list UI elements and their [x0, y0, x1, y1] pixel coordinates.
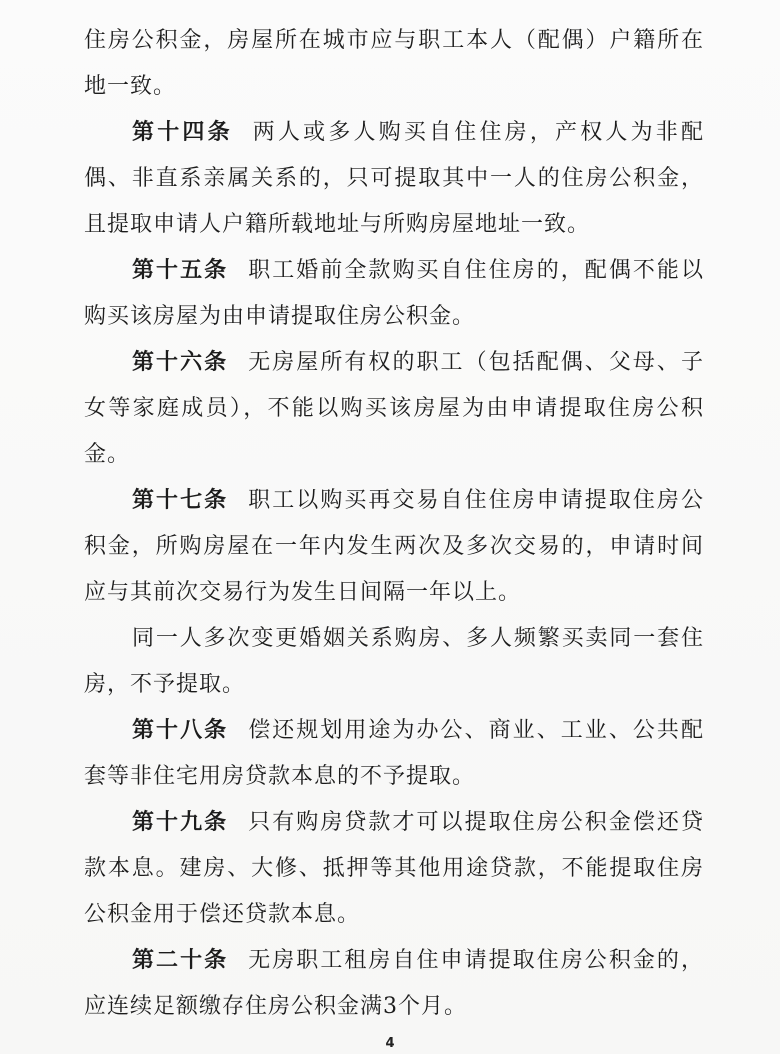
paragraph-text: 同一人多次变更婚姻关系购房、多人频繁买卖同一套住房，不予提取。	[84, 626, 704, 697]
paragraph-article-17	[84, 478, 704, 616]
paragraph-text: 住房公积金，房屋所在城市应与职工本人（配偶）户籍所在地一致。	[84, 28, 704, 99]
paragraph-article-17-b	[84, 616, 704, 708]
paragraph-text: 职工婚前全款购买自住住房的，配偶不能以购买该房屋为由申请提取住房公积金。	[84, 258, 704, 329]
article-number: 第十七条	[132, 488, 229, 513]
paragraph-article-19	[84, 800, 704, 938]
paragraph-text: 职工以购买再交易自住住房申请提取住房公积金，所购房屋在一年内发生两次及多次交易的，申请时间应与其前次交易行为发生日间隔一年以上。	[84, 488, 704, 605]
paragraph-article-20	[84, 938, 704, 1030]
paragraph-article-18	[84, 708, 704, 800]
page-number: 4	[385, 1036, 395, 1051]
article-number: 第十四条	[132, 120, 233, 145]
paragraph-article-16	[84, 340, 704, 478]
article-number: 第十六条	[132, 350, 229, 375]
paragraph-text: 偿还规划用途为办公、商业、工业、公共配套等非住宅用房贷款本息的不予提取。	[84, 718, 704, 789]
paragraph-text: 无房屋所有权的职工（包括配偶、父母、子女等家庭成员），不能以购买该房屋为由申请提取住房公积金。	[84, 350, 704, 467]
article-number: 第十九条	[132, 810, 229, 835]
paragraph-0	[84, 18, 704, 110]
article-number: 第二十条	[132, 948, 229, 973]
paragraph-article-15	[84, 248, 704, 340]
document-body	[84, 18, 704, 1030]
paragraph-text: 无房职工租房自住申请提取住房公积金的，应连续足额缴存住房公积金满3个月。	[84, 948, 704, 1019]
paragraph-text: 只有购房贷款才可以提取住房公积金偿还贷款本息。建房、大修、抵押等其他用途贷款，不能提取住房公积金用于偿还贷款本息。	[84, 810, 704, 927]
article-number: 第十八条	[132, 718, 229, 743]
paragraph-text: 两人或多人购买自住住房，产权人为非配偶、非直系亲属关系的，只可提取其中一人的住房公积金，且提取申请人户籍所载地址与所购房屋地址一致。	[84, 120, 704, 237]
paragraph-article-14	[84, 110, 704, 248]
article-number: 第十五条	[132, 258, 229, 283]
